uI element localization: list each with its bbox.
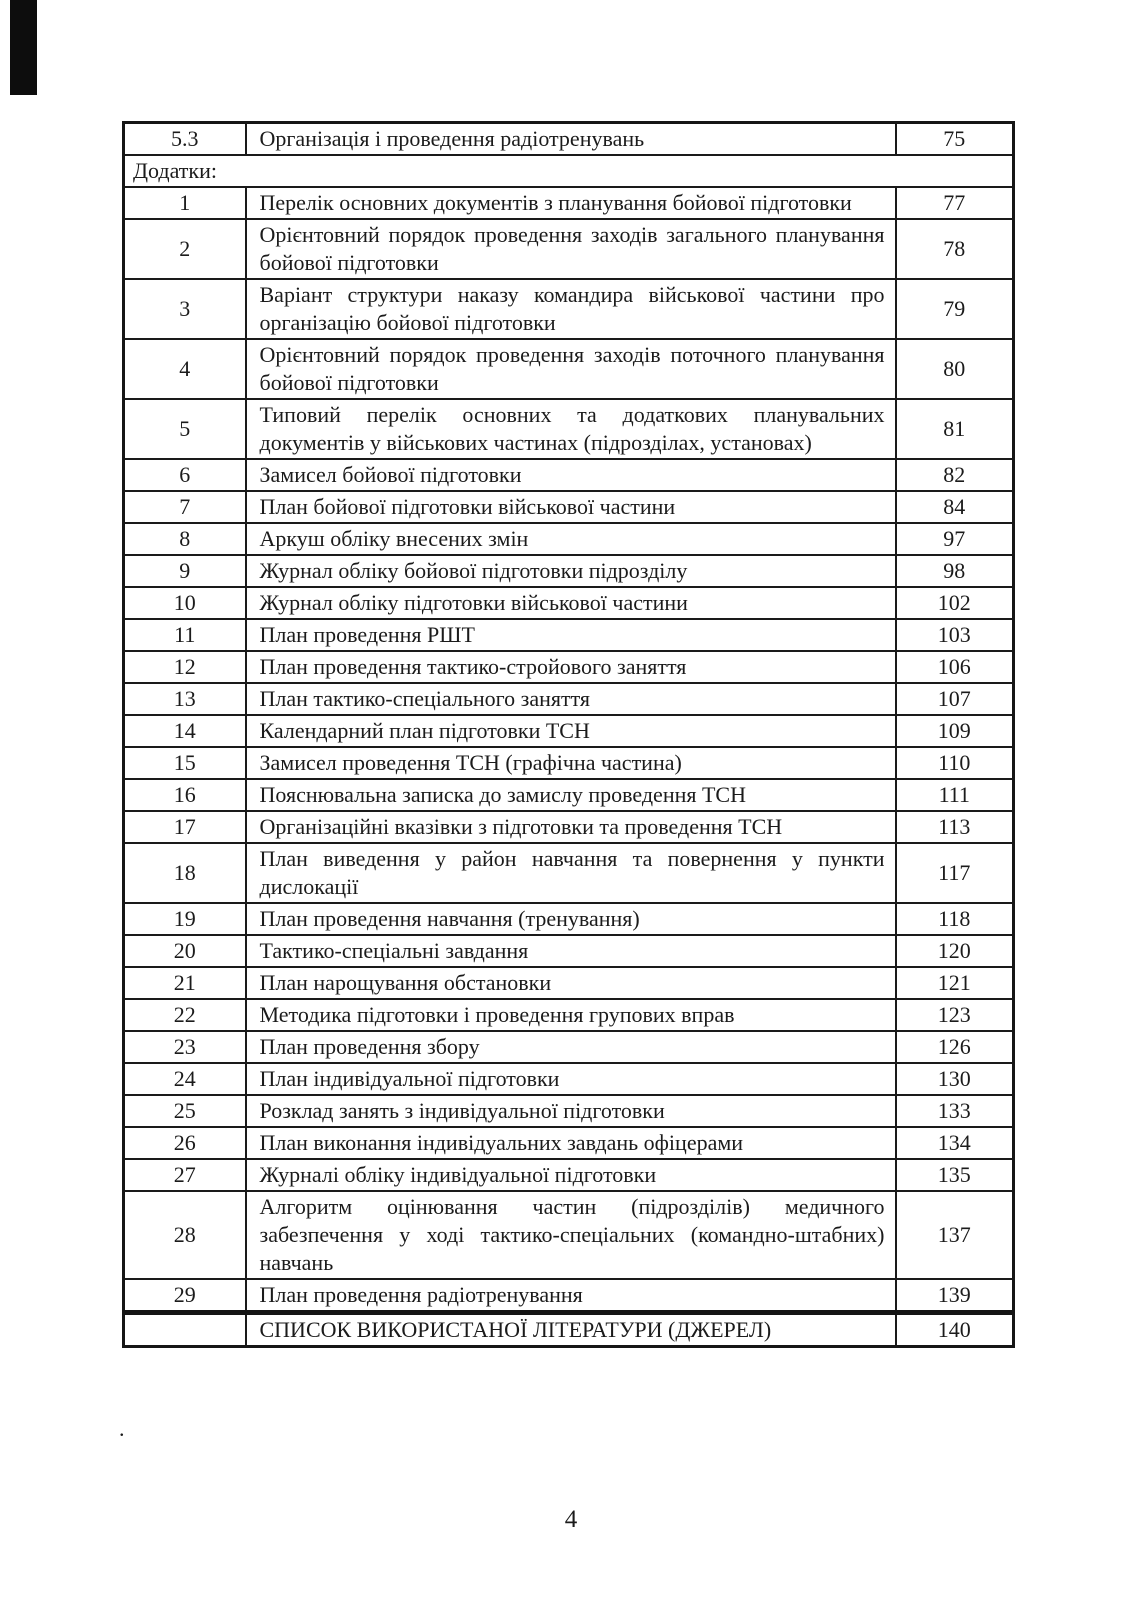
toc-row-title: Календарний план підготовки ТСН — [246, 715, 896, 747]
toc-row-number: 2 — [124, 219, 246, 279]
toc-row — [124, 843, 1014, 903]
toc-row — [124, 811, 1014, 843]
toc-table — [122, 121, 1015, 1348]
toc-row-number: 3 — [124, 279, 246, 339]
toc-row-number: 16 — [124, 779, 246, 811]
toc-row-page: 123 — [896, 999, 1014, 1031]
toc-row — [124, 491, 1014, 523]
toc-row-title: План проведення тактико-стройового заняття — [246, 651, 896, 683]
toc-section-label: Додатки: — [124, 155, 1014, 187]
toc-row-number: 21 — [124, 967, 246, 999]
toc-row-page: 79 — [896, 279, 1014, 339]
toc-row-title: План виконання індивідуальних завдань офіцерами — [246, 1127, 896, 1159]
toc-row — [124, 339, 1014, 399]
page-number: 4 — [564, 1506, 578, 1533]
toc-row-number: 5.3 — [124, 123, 246, 156]
toc-row-title: Тактико-спеціальні завдання — [246, 935, 896, 967]
toc-row-page: 130 — [896, 1063, 1014, 1095]
toc-row — [124, 1031, 1014, 1063]
toc-row-page: 134 — [896, 1127, 1014, 1159]
toc-row-page: 126 — [896, 1031, 1014, 1063]
toc-row — [124, 999, 1014, 1031]
toc-row-page: 135 — [896, 1159, 1014, 1191]
toc-row-number: 28 — [124, 1191, 246, 1279]
toc-row-page: 84 — [896, 491, 1014, 523]
toc-row — [124, 1279, 1014, 1313]
toc-row-number: 10 — [124, 587, 246, 619]
toc-row-title: Організація і проведення радіотренувань — [246, 123, 896, 156]
toc-row — [124, 619, 1014, 651]
toc-row — [124, 219, 1014, 279]
toc-row-number: 6 — [124, 459, 246, 491]
toc-row-number: 8 — [124, 523, 246, 555]
toc-row-title: План проведення РШТ — [246, 619, 896, 651]
toc-row-page: 133 — [896, 1095, 1014, 1127]
toc-row-page: 97 — [896, 523, 1014, 555]
toc-row — [124, 187, 1014, 219]
toc-row-page: 106 — [896, 651, 1014, 683]
toc-row-page: 139 — [896, 1279, 1014, 1313]
toc-row-title: Замисел проведення ТСН (графічна частина) — [246, 747, 896, 779]
toc-row-number: 25 — [124, 1095, 246, 1127]
toc-row-number: 15 — [124, 747, 246, 779]
toc-row-number: 9 — [124, 555, 246, 587]
toc-row-title: Пояснювальна записка до замислу проведення ТСН — [246, 779, 896, 811]
toc-row — [124, 279, 1014, 339]
toc-row — [124, 651, 1014, 683]
toc-row — [124, 1063, 1014, 1095]
toc-row-number — [124, 1313, 246, 1347]
toc-row — [124, 715, 1014, 747]
toc-row-title: Журнал обліку бойової підготовки підрозділу — [246, 555, 896, 587]
toc-row-title: План проведення збору — [246, 1031, 896, 1063]
toc-row — [124, 523, 1014, 555]
toc-row-number: 20 — [124, 935, 246, 967]
toc-row-number: 12 — [124, 651, 246, 683]
toc-row-title: Орієнтовний порядок проведення заходів загального планування бойової підготовки — [246, 219, 896, 279]
toc-row — [124, 779, 1014, 811]
toc-row-page: 81 — [896, 399, 1014, 459]
toc-row-title: Замисел бойової підготовки — [246, 459, 896, 491]
toc-row-number: 13 — [124, 683, 246, 715]
toc-row — [124, 1191, 1014, 1279]
toc-row — [124, 555, 1014, 587]
toc-row-number: 23 — [124, 1031, 246, 1063]
toc-row-page: 77 — [896, 187, 1014, 219]
toc-row-number: 18 — [124, 843, 246, 903]
scan-artifact-bar — [10, 0, 37, 95]
toc-row-title: План бойової підготовки військової частини — [246, 491, 896, 523]
toc-row-number: 4 — [124, 339, 246, 399]
toc-row-page: 110 — [896, 747, 1014, 779]
toc-row-title: План нарощування обстановки — [246, 967, 896, 999]
toc-row — [124, 747, 1014, 779]
toc-row — [124, 1313, 1014, 1347]
toc-row-title: Варіант структури наказу командира військової частини про організацію бойової підготовки — [246, 279, 896, 339]
toc-row-page: 78 — [896, 219, 1014, 279]
toc-row — [124, 1095, 1014, 1127]
toc-row-title: План тактико-спеціального заняття — [246, 683, 896, 715]
toc-row-title: Журнал обліку підготовки військової частини — [246, 587, 896, 619]
toc-row-page: 98 — [896, 555, 1014, 587]
toc-row-page: 80 — [896, 339, 1014, 399]
toc-row-page: 140 — [896, 1313, 1014, 1347]
toc-row-number: 11 — [124, 619, 246, 651]
toc-row-page: 113 — [896, 811, 1014, 843]
toc-row-number: 17 — [124, 811, 246, 843]
toc-row-title: Розклад занять з індивідуальної підготовки — [246, 1095, 896, 1127]
toc-row-title: План проведення радіотренування — [246, 1279, 896, 1313]
toc-row — [124, 399, 1014, 459]
stray-dot: . — [119, 1416, 125, 1441]
toc-row — [124, 1127, 1014, 1159]
toc-row-page: 117 — [896, 843, 1014, 903]
toc-row-page: 82 — [896, 459, 1014, 491]
toc-row-page: 137 — [896, 1191, 1014, 1279]
toc-row-number: 7 — [124, 491, 246, 523]
toc-row-title: Аркуш обліку внесених змін — [246, 523, 896, 555]
toc-row-page: 120 — [896, 935, 1014, 967]
toc-row-title: Типовий перелік основних та додаткових планувальних документів у військових частинах (підрозділах, установах) — [246, 399, 896, 459]
toc-row-page: 107 — [896, 683, 1014, 715]
toc-row — [124, 967, 1014, 999]
toc-row-title: Методика підготовки і проведення групових вправ — [246, 999, 896, 1031]
toc-row-number: 26 — [124, 1127, 246, 1159]
toc-row — [124, 1159, 1014, 1191]
toc-row-number: 5 — [124, 399, 246, 459]
toc-row — [124, 459, 1014, 491]
toc-table-body — [124, 123, 1014, 1347]
toc-row-title: Орієнтовний порядок проведення заходів поточного планування бойової підготовки — [246, 339, 896, 399]
toc-row — [124, 683, 1014, 715]
toc-row-number: 22 — [124, 999, 246, 1031]
toc-row-number: 1 — [124, 187, 246, 219]
toc-row-page: 103 — [896, 619, 1014, 651]
toc-row-number: 19 — [124, 903, 246, 935]
toc-row-title: Алгоритм оцінювання частин (підрозділів) медичного забезпечення у ході тактико-спеціальних (командно-штабних) навчань — [246, 1191, 896, 1279]
toc-row-title: План індивідуальної підготовки — [246, 1063, 896, 1095]
toc-row-page: 118 — [896, 903, 1014, 935]
toc-row — [124, 935, 1014, 967]
toc-row-title: Організаційні вказівки з підготовки та проведення ТСН — [246, 811, 896, 843]
toc-row — [124, 123, 1014, 156]
toc-row-page: 111 — [896, 779, 1014, 811]
toc-section-row — [124, 155, 1014, 187]
toc-row-title: План проведення навчання (тренування) — [246, 903, 896, 935]
toc-row — [124, 587, 1014, 619]
toc-row-title: СПИСОК ВИКОРИСТАНОЇ ЛІТЕРАТУРИ (ДЖЕРЕЛ) — [246, 1313, 896, 1347]
toc-row-title: План виведення у район навчання та повернення у пункти дислокації — [246, 843, 896, 903]
toc-row-number: 29 — [124, 1279, 246, 1313]
toc-row — [124, 903, 1014, 935]
toc-row-number: 24 — [124, 1063, 246, 1095]
toc-row-title: Журналі обліку індивідуальної підготовки — [246, 1159, 896, 1191]
toc-row-number: 27 — [124, 1159, 246, 1191]
toc-row-page: 102 — [896, 587, 1014, 619]
toc-row-page: 109 — [896, 715, 1014, 747]
toc-row-title: Перелік основних документів з планування бойової підготовки — [246, 187, 896, 219]
toc-row-number: 14 — [124, 715, 246, 747]
toc-row-page: 121 — [896, 967, 1014, 999]
toc-row-page: 75 — [896, 123, 1014, 156]
